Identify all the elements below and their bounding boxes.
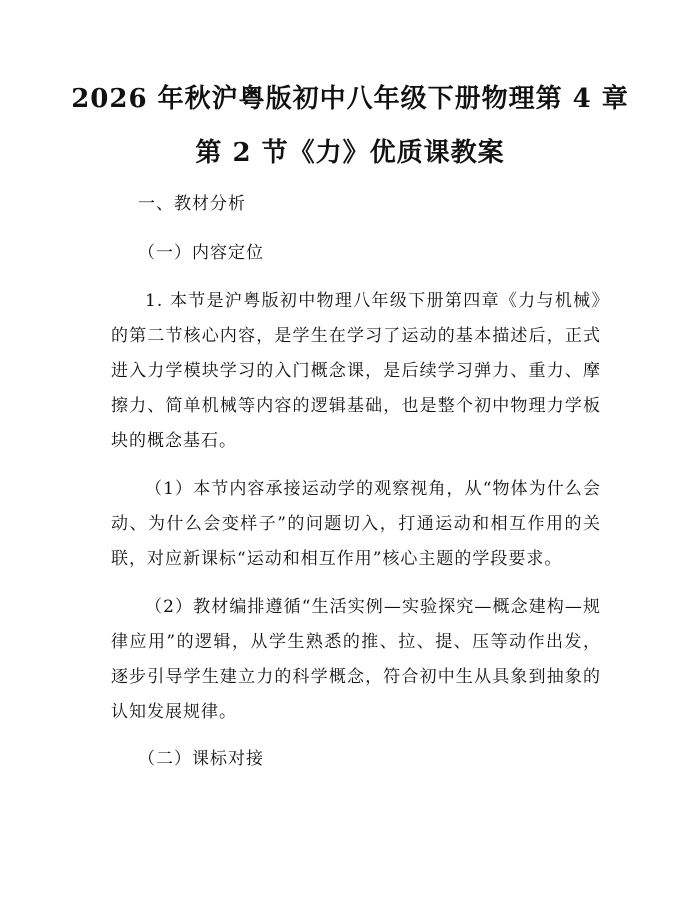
document-title-line-2: 第 2 节《力》优质课教案 <box>195 138 505 168</box>
paragraph-content-positioning: 1. 本节是沪粤版初中物理八年级下册第四章《力与机械》的第二节核心内容，是学生在学习了运动的基本描述后，正式进入力学模块学习的入门概念课，是后续学习弹力、重力、摩擦力、简单机械等内容的逻辑基础，也是整个初中物理力学板块的概念基石。 <box>111 291 601 451</box>
subsection-heading-content-positioning: （一）内容定位 <box>138 243 264 263</box>
section-heading-textbook-analysis: 一、教材分析 <box>138 194 246 214</box>
paragraph-point-2: （2）教材编排遵循“生活实例—实验探究—概念建构—规律应用”的逻辑，从学生熟悉的推、拉、提、压等动作出发，逐步引导学生建立力的科学概念，符合初中生从具象到抽象的认知发展规律。 <box>111 597 601 722</box>
paragraph-point-1: （1）本节内容承接运动学的观察视角，从“物体为什么会动、为什么会变样子”的问题切入，打通运动和相互作用的关联，对应新课标“运动和相互作用”核心主题的学段要求。 <box>111 479 601 569</box>
subsection-heading-curriculum-alignment: （二）课标对接 <box>138 749 264 769</box>
document-title-line-1: 2026 年秋沪粤版初中八年级下册物理第 4 章 <box>71 84 629 114</box>
